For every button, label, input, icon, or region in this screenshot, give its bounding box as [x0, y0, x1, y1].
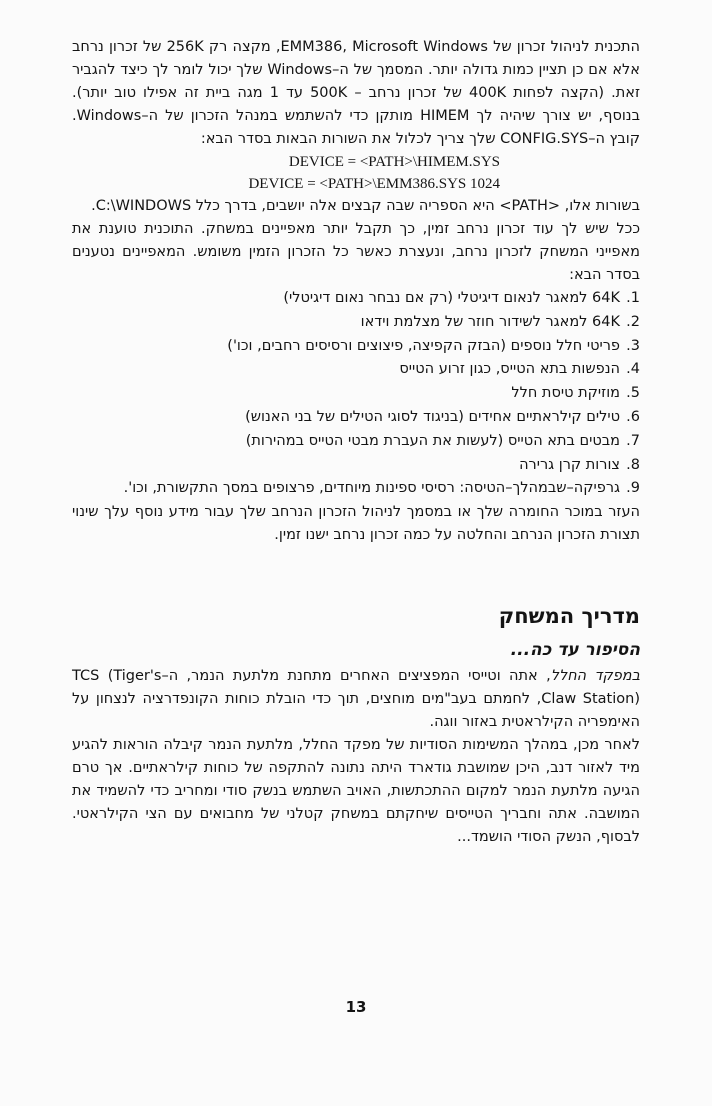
story-paragraph-1 [72, 665, 640, 734]
list-item [72, 311, 640, 335]
feature-load-list [72, 287, 640, 501]
list-item [72, 287, 640, 311]
list-text: גרפיקה–שבמהלך–הטיסה: רסיסי ספינות מיוחדים, פרצופים במסך התקשורת, וכו'. [123, 480, 620, 497]
intro-section [72, 36, 640, 547]
intro-paragraph: התכנית לניהול זכרון של EMM386, Microsoft Windows, מקצה רק 256K של זכרון נרחב אלא אם כן תציין כמות גדולה יותר. המסמך של ה–Windows שלך יכול לומר לך כיצד להגביר זאת. (הקצה לפחות 400K של זכרון נרחב – 500K עד 1 מגה ביית זה אפילו טוב יותר). בנוסף, יש צורך שיהיה לך HIMEM מותקן כדי להשתמש במנהל הזכרון של ה–Windows. קובץ ה–CONFIG.SYS שלך צריך לכלול את השורות הבאות בסדר הבא: [72, 39, 640, 147]
list-item [72, 454, 640, 478]
path-explanation: בשורות אלו, <PATH> היא הספריה שבה קבצים אלה יושבים, בדרך כלל C:\WINDOWS. [91, 198, 640, 214]
config-line-emm386: DEVICE = <PATH>\EMM386.SYS 1024 [248, 176, 500, 192]
game-title-italic: במפקד החלל [550, 668, 641, 685]
memory-paragraph: ככל שיש לך עוד זכרון נרחב זמין, כך תקבל יותר מאפיינים במשחק. התוכנית טוענת את מאפייני המשחק לזכרון נרחב, ונעצרת כאשר כל הזכרון הזמין משומש. המאפיינים נטענים בסדר הבא: [72, 221, 640, 283]
list-item [72, 335, 640, 359]
list-number: 8. [626, 456, 640, 473]
page-number: 13 [345, 998, 367, 1016]
list-item [72, 406, 640, 430]
list-number: 4. [626, 361, 640, 378]
list-item [72, 477, 640, 501]
subsection-title: הסיפור עד כה... [510, 640, 640, 661]
list-number: 9. [626, 480, 640, 497]
list-item [72, 382, 640, 406]
list-text: 64K למאגר לשידור חוזר של מצלמת וידאו [360, 313, 620, 330]
list-text: הנפשות בתא הטייס, כגון זרוע הטייס [399, 361, 620, 378]
config-line-himem: DEVICE = <PATH>\HIMEM.SYS [288, 154, 500, 170]
list-item [72, 430, 640, 454]
list-text: צורות קרן גרירה [519, 456, 620, 473]
list-number: 1. [626, 290, 640, 306]
story-paragraph-1-text: , אתה וטייסי המפציצים האחרים מתחנת מלתעת הנמר, ה–TCS (Tiger's Claw Station), לחמתם בעב"מים מוחצים, תוך כדי הובלת כוחות הקונפדרציה לנצחון על האימפריה הקילראטית באזור ווגה. [72, 668, 640, 731]
list-text: טילים קילראתיים אחידים (בניגוד לסוגי הטילים של בני האנוש) [245, 408, 620, 425]
list-number: 7. [626, 432, 640, 449]
list-text: 64K למאגר לנאום דיגיטלי (רק אם נבחר נאום דיגיטלי) [283, 290, 620, 306]
list-item [72, 358, 640, 382]
list-number: 5. [626, 385, 640, 402]
list-text: פריטי חלל נוספים (הבזק הקפיצה, פיצוצים ורסיסים רחבים, וכו') [227, 337, 620, 354]
list-text: מוזיקת טיסת חלל [511, 385, 620, 402]
list-number: 6. [626, 408, 640, 425]
story-paragraph-2: לאחר מכן, במהלך המשימות הסודיות של מפקד החלל, מלתעת הנמר קיבלה הוראות להגיע מיד לאזור דנב, היכן שמושבת גודארד היתה נתונה להתקפה של כוחות קילראתיים. אך טרם הגיעה מלתעת הנמר למקום ההתכתשות, האויב השתמש בנשק סודי ומחריב כדי להשמיד את המושבה. אתה וחבריך הטייסים שיחקתם במשחק קטלני של מחבואים עם הצי הקילראטי. לבסוף, הנשק הסודי הושמד... [72, 737, 640, 846]
closing-paragraph: העזר במוכר החומרה שלך או במסמך לניהול הזכרון הנרחב שלך עבור מידע נוסף עלך שינוי תצורת הזכרון הנרחב והחלטה על כמה זכרון נרחב ישנו זמין. [72, 504, 640, 544]
list-number: 2. [626, 313, 640, 330]
list-number: 3. [626, 337, 640, 354]
section-title: מדריך המשחק [498, 604, 640, 629]
list-text: מבטים בתא הטייס (לעשות את העברת מבטי הטייס במהירות) [245, 432, 620, 449]
story-section [72, 665, 640, 849]
